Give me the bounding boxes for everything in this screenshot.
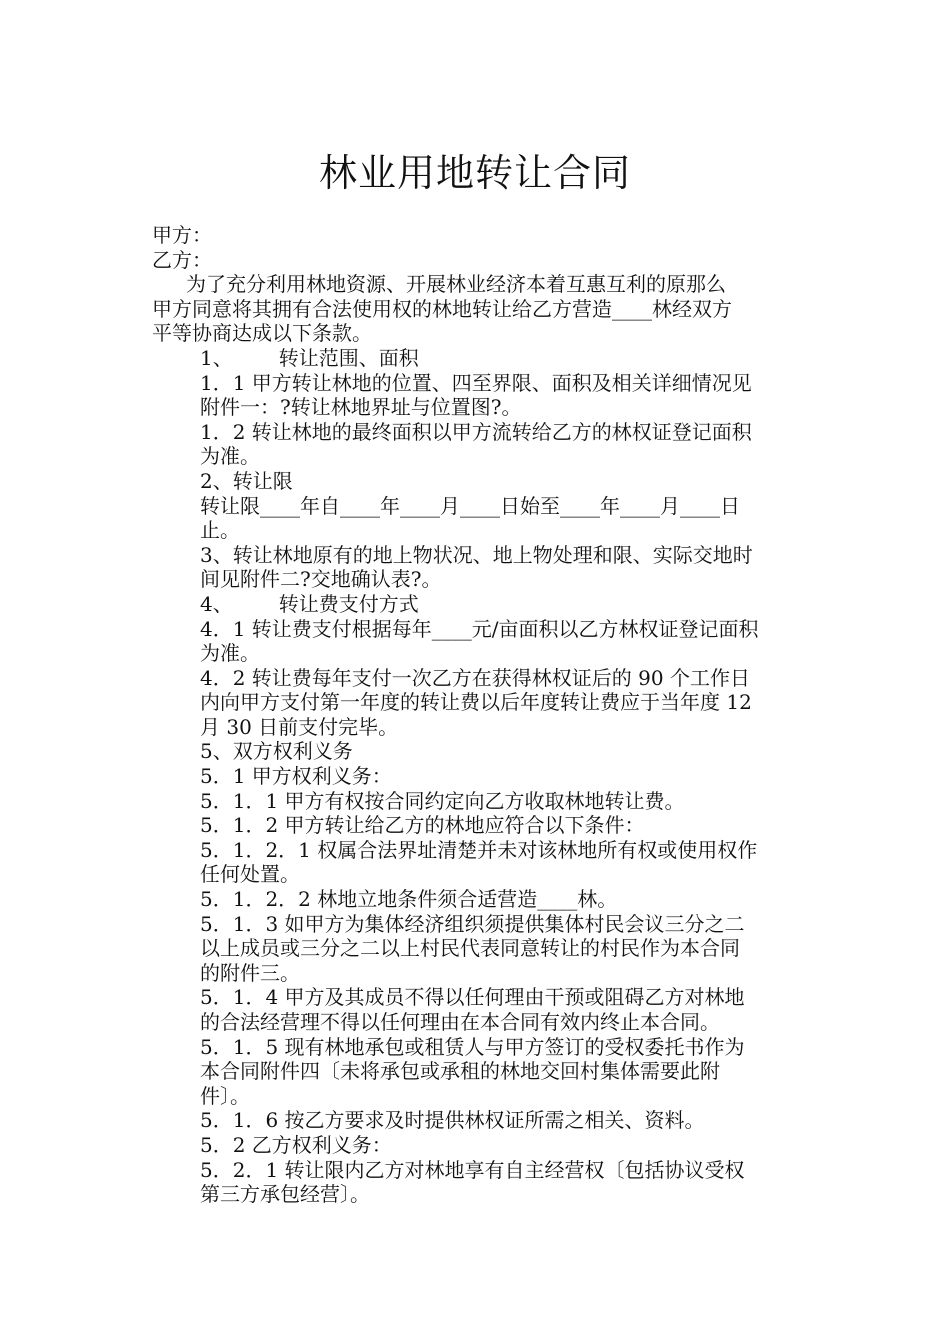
contract-line-text: 内向甲方支付第一年度的转让费以后年度转让费应于当年度 12 — [200, 690, 752, 715]
contract-line — [152, 395, 800, 420]
contract-line-text: 乙方： — [152, 247, 212, 272]
contract-line — [152, 641, 800, 666]
contract-line-text: 4、 — [200, 591, 233, 616]
contract-line-text: 件〕。 — [200, 1083, 250, 1108]
contract-line — [152, 715, 800, 740]
contract-line-text: 转让限____年自____年____月____日始至____年____月____日 — [200, 493, 740, 518]
contract-line-text: 5．1．6 按乙方要求及时提供林权证所需之相关、资料。 — [200, 1108, 705, 1133]
document-title: 林业用地转让合同 — [318, 151, 631, 196]
contract-line-text: 的附件三。 — [200, 960, 300, 985]
contract-line-text: 平等协商达成以下条款。 — [152, 321, 372, 346]
contract-line — [152, 887, 800, 912]
contract-line — [152, 1108, 800, 1133]
contract-line-text: 5．1．2 甲方转让给乙方的林地应符合以下条件： — [200, 813, 645, 838]
contract-line-text: 4．2 转让费每年支付一次乙方在获得林权证后的 90 个工作日 — [200, 665, 750, 690]
contract-line — [152, 543, 800, 568]
contract-line-text: 的合法经营理不得以任何理由在本合同有效内终止本合同。 — [200, 1010, 720, 1034]
contract-line-text: 附件一：?转让林地界址与位置图?。 — [200, 395, 522, 420]
contract-line — [152, 494, 800, 519]
contract-line-text: 甲方： — [152, 223, 212, 247]
contract-line — [152, 1010, 800, 1035]
section-heading: 转让范围、面积 — [278, 345, 419, 370]
contract-line — [152, 1059, 800, 1084]
contract-line — [152, 444, 800, 469]
contract-line-text: 止。 — [200, 518, 240, 543]
contract-line — [152, 813, 800, 838]
contract-line — [152, 1158, 800, 1183]
contract-line-text: 1、 — [200, 345, 233, 370]
contract-line — [152, 248, 800, 273]
contract-line — [152, 1182, 800, 1207]
contract-line — [152, 1035, 800, 1060]
contract-line-text: 为准。 — [200, 444, 260, 469]
contract-line-text: 5．1．2．2 林地立地条件须合适营造____林。 — [200, 887, 618, 912]
contract-line — [152, 617, 800, 642]
contract-line-text: 2、转让限 — [200, 468, 293, 493]
contract-line-text: 5．1．4 甲方及其成员不得以任何理由干预或阻碍乙方对林地 — [200, 985, 745, 1010]
contract-line-text: 5、双方权利义务 — [200, 739, 353, 764]
contract-line — [152, 739, 800, 764]
contract-line-text: 为了充分利用林地资源、开展林业经济本着互惠互利的原那么 — [186, 272, 726, 297]
contract-line — [152, 862, 800, 887]
contract-line-text: 5．2 乙方权利义务： — [200, 1132, 392, 1157]
contract-line — [152, 1133, 800, 1158]
contract-line-text: 月 30 日前支付完毕。 — [200, 714, 399, 739]
contract-line — [152, 223, 800, 248]
contract-line-text: 任何处置。 — [200, 862, 300, 887]
contract-line-text: 1．2 转让林地的最终面积以甲方流转给乙方的林权证登记面积 — [200, 419, 752, 444]
contract-line — [152, 985, 800, 1010]
contract-line-text: 以上成员或三分之二以上村民代表同意转让的村民作为本合同 — [200, 936, 740, 961]
contract-line-text: 4．1 转让费支付根据每年____元/亩面积以乙方林权证登记面积 — [200, 616, 759, 641]
contract-line — [152, 838, 800, 863]
contract-line-text: 1．1 甲方转让林地的位置、四至界限、面积及相关详细情况见 — [200, 370, 752, 395]
contract-line — [152, 1084, 800, 1109]
contract-line-text: 5．1．1 甲方有权按合同约定向乙方收取林地转让费。 — [200, 788, 685, 813]
contract-line — [152, 321, 800, 346]
contract-line — [152, 567, 800, 592]
contract-line-text: 本合同附件四〔未将承包或承租的林地交回村集体需要此附 — [200, 1059, 720, 1084]
contract-line — [152, 690, 800, 715]
contract-line — [152, 961, 800, 986]
contract-line-text: 第三方承包经营〕。 — [200, 1182, 370, 1207]
contract-line-text: 5．1．5 现有林地承包或租赁人与甲方签订的受权委托书作为 — [200, 1034, 745, 1059]
contract-line — [152, 592, 800, 617]
contract-line — [152, 297, 800, 322]
contract-line-text: 5．2．1 转让限内乙方对林地享有自主经营权〔包括协议受权 — [200, 1157, 745, 1182]
contract-line — [152, 666, 800, 691]
contract-line-text: 间见附件二?交地确认表?。 — [200, 567, 442, 592]
contract-body — [152, 223, 800, 1207]
contract-line-text: 5．1 甲方权利义务： — [200, 764, 392, 789]
contract-line-text: 5．1．3 如甲方为集体经济组织须提供集体村民会议三分之二 — [200, 911, 745, 936]
contract-line — [152, 420, 800, 445]
contract-line — [152, 272, 800, 297]
contract-line-text: 5．1．2．1 权属合法界址清楚并未对该林地所有权或使用权作 — [200, 837, 758, 862]
contract-line — [152, 764, 800, 789]
contract-line-text: 甲方同意将其拥有合法使用权的林地转让给乙方营造____林经双方 — [152, 296, 732, 321]
contract-line — [152, 469, 800, 494]
contract-line — [152, 371, 800, 396]
contract-line — [152, 518, 800, 543]
contract-line — [152, 789, 800, 814]
contract-line-text: 为准。 — [200, 641, 260, 666]
contract-line-text: 3、转让林地原有的地上物状况、地上物处理和限、实际交地时 — [200, 542, 753, 567]
section-heading: 转让费支付方式 — [278, 591, 419, 616]
contract-line — [152, 912, 800, 937]
contract-line — [152, 936, 800, 961]
contract-line — [152, 346, 800, 371]
